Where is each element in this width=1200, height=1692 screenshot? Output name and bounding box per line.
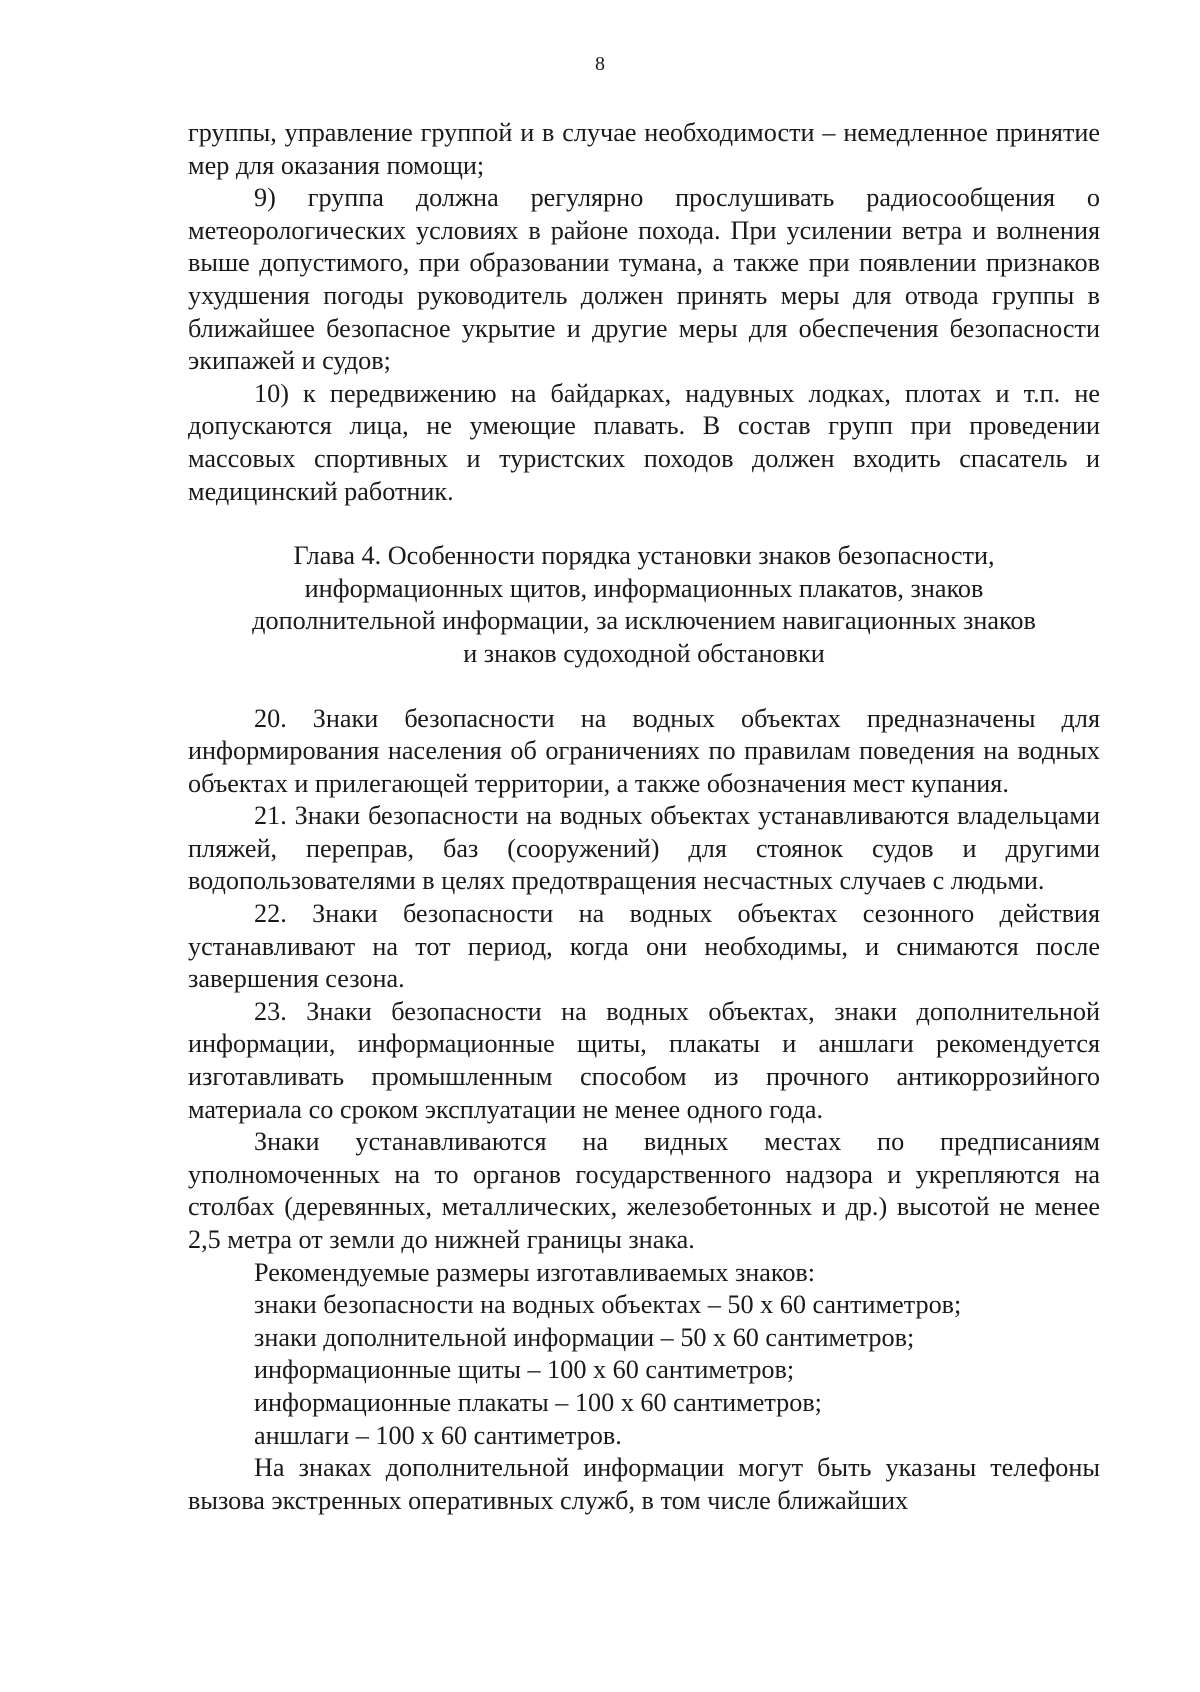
paragraph-sign-placement: Знаки устанавливаются на видных местах по предписаниям уполномоченных на то органов государственного надзора и укрепляются на столбах (деревянных, металлических, железобетонных и др.) высотой не менее 2,5 метра от земли до нижней границы знака.	[188, 1127, 1100, 1254]
paragraph-final: На знаках дополнительной информации могут быть указаны телефоны вызова экстренных оперативных служб, в том числе ближайших	[188, 1453, 1100, 1515]
chapter-title-line: информационных щитов, информационных плакатов, знаков	[304, 573, 984, 603]
paragraph-clause-21: 21. Знаки безопасности на водных объектах устанавливаются владельцами пляжей, переправ, баз (сооружений) для стоянок судов и другими водопользователями в целях предотвращения несчастных случаев с людьми.	[188, 801, 1100, 896]
sizes-list-heading: Рекомендуемые размеры изготавливаемых знаков:	[254, 1257, 816, 1287]
sizes-list	[188, 1257, 1100, 1453]
paragraph-item-9: 9) группа должна регулярно прослушивать радиосообщения о метеорологических условиях в районе похода. При усилении ветра и волнения выше допустимого, при образовании тумана, а также при появлении признаков ухудшения погоды руководитель должен принять меры для отвода группы в ближайшее безопасное укрытие и другие меры для обеспечения безопасности экипажей и судов;	[188, 183, 1100, 376]
sizes-list-item: информационные плакаты – 100 х 60 сантиметров;	[254, 1387, 822, 1417]
sizes-list-item: знаки безопасности на водных объектах – 50 х 60 сантиметров;	[254, 1290, 962, 1320]
sizes-list-item: аншлаги – 100 х 60 сантиметров.	[254, 1420, 622, 1450]
paragraph-continuation: группы, управление группой и в случае необходимости – немедленное принятие мер для оказания помощи;	[188, 118, 1100, 180]
paragraph-item-10: 10) к передвижению на байдарках, надувных лодках, плотах и т.п. не допускаются лица, не умеющие плавать. В состав групп при проведении массовых спортивных и туристских походов должен входить спасатель и медицинский работник.	[188, 378, 1100, 506]
page-number: 8	[595, 53, 605, 75]
paragraph-clause-22: 22. Знаки безопасности на водных объектах сезонного действия устанавливают на тот период, когда они необходимы, и снимаются после завершения сезона.	[188, 899, 1100, 994]
chapter-title	[188, 540, 1100, 670]
chapter-title-line: Глава 4. Особенности порядка установки знаков безопасности,	[293, 541, 995, 571]
paragraph-clause-20: 20. Знаки безопасности на водных объектах предназначены для информирования населения об ограничениях по правилам поведения на водных объектах и прилегающей территории, а также обозначения мест купания.	[188, 703, 1100, 798]
sizes-list-item: информационные щиты – 100 х 60 сантиметров;	[254, 1355, 795, 1385]
chapter-title-line: дополнительной информации, за исключением навигационных знаков	[252, 606, 1036, 636]
sizes-list-item: знаки дополнительной информации – 50 х 60 сантиметров;	[254, 1322, 915, 1352]
chapter-title-line: и знаков судоходной обстановки	[463, 638, 825, 668]
document-body	[188, 117, 1100, 1517]
paragraph-clause-23: 23. Знаки безопасности на водных объектах, знаки дополнительной информации, информационные щиты, плакаты и аншлаги рекомендуется изготавливать промышленным способом из прочного антикоррозийного материала со сроком эксплуатации не менее одного года.	[188, 996, 1100, 1124]
